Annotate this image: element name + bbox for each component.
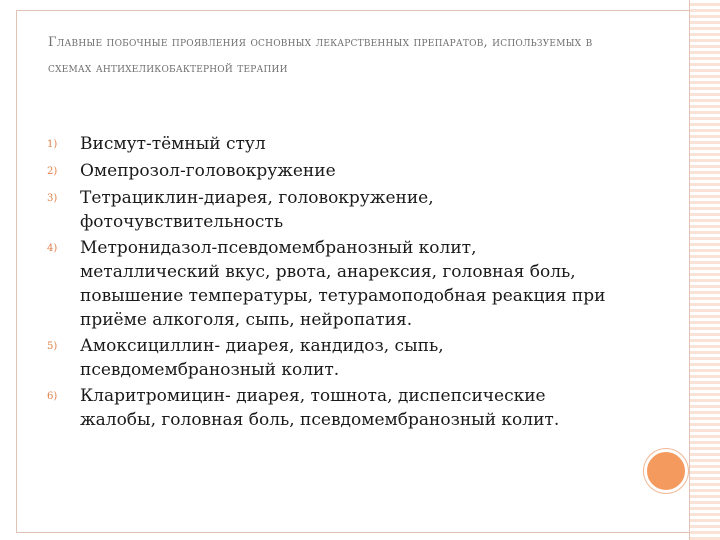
- side-effects-list: [47, 132, 607, 434]
- list-item-text: Метронидазол-псевдомембранозный колит, металлический вкус, рвота, анарексия, головная боль, повышение температуры, тетурамоподобная реакция при приёме алкоголя, сыпь, нейропатия.: [80, 238, 606, 330]
- list-item-text: Амоксициллин- диарея, кандидоз, сыпь, псевдомембранозный колит.: [80, 336, 444, 380]
- list-item: [47, 384, 607, 432]
- list-item-text: Висмут-тёмный стул: [80, 134, 266, 154]
- decorative-orange-circle: [644, 449, 688, 493]
- slide-title: Главные побочные проявления основных лекарственных препаратов, используемых в схемах антихеликобактерной терапии: [48, 35, 593, 76]
- list-number: 1): [47, 139, 58, 150]
- list-number: 3): [47, 193, 58, 204]
- decorative-striped-strip: [690, 0, 720, 540]
- list-number: 4): [47, 243, 58, 254]
- list-number: 5): [47, 341, 58, 352]
- list-item: [47, 186, 607, 234]
- list-number: 2): [47, 166, 58, 177]
- list-item: [47, 132, 607, 157]
- list-item-text: Кларитромицин- диарея, тошнота, диспепсические жалобы, головная боль, псевдомембранозный колит.: [80, 386, 560, 430]
- list-item: [47, 159, 607, 184]
- list-item: [47, 236, 607, 332]
- list-item: [47, 334, 607, 382]
- list-item-text: Омепрозол-головокружение: [80, 161, 336, 181]
- list-number: 6): [47, 391, 58, 402]
- list-item-text: Тетрациклин-диарея, головокружение, фоточувствительность: [80, 188, 434, 232]
